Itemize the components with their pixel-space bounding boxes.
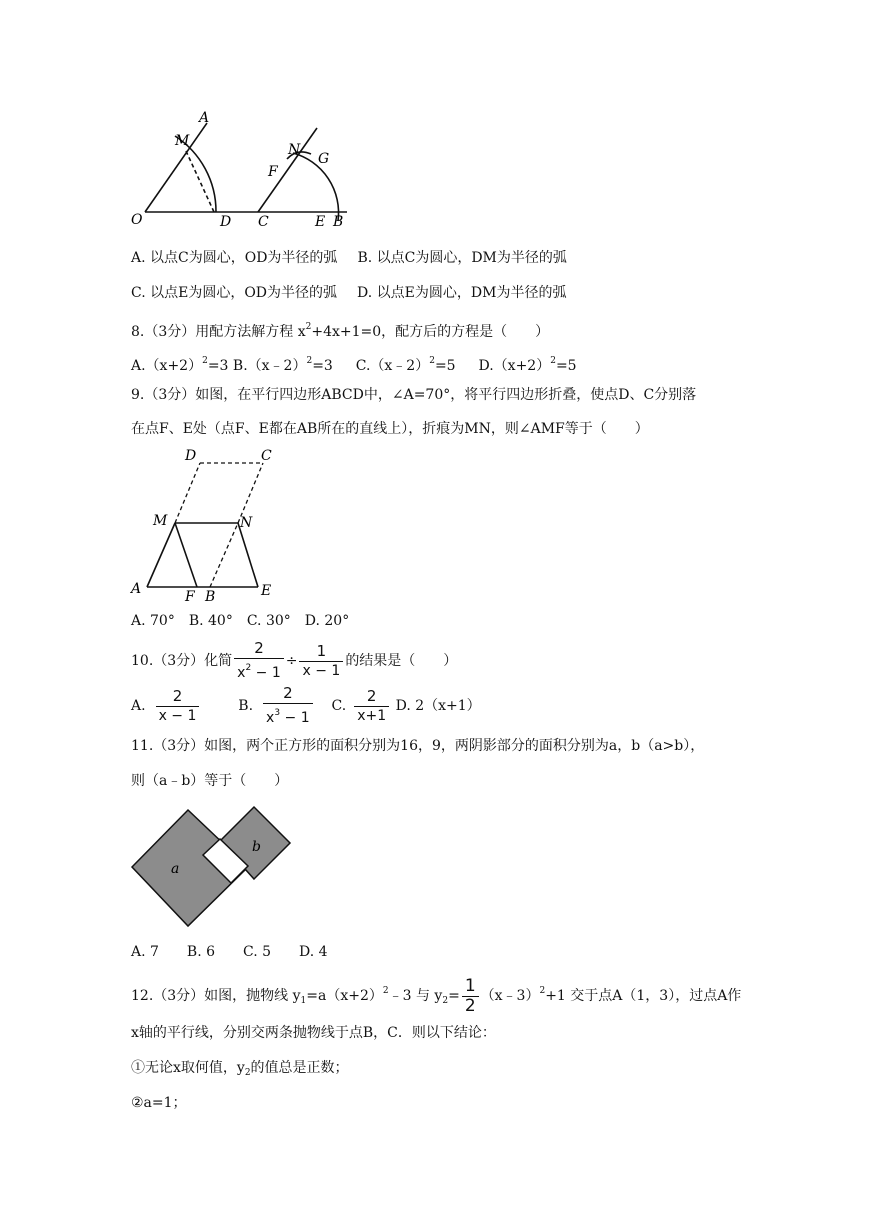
q12-stem-d: = xyxy=(448,988,460,1004)
q9-options[interactable]: A. 70° B. 40° C. 30° D. 20° xyxy=(131,613,350,629)
q11-stem-line2: 则（a﹣b）等于（ ） xyxy=(131,773,289,789)
q10-opt-b-den xyxy=(263,703,313,727)
q8-opt-a-rest: =3 xyxy=(207,358,229,374)
q8-opt-c-text: C.（x﹣2） xyxy=(355,358,430,374)
q8-opt-d-rest: =5 xyxy=(555,358,577,374)
q10-f1-den-x: x xyxy=(237,665,246,681)
q12-frac-den: 2 xyxy=(462,996,479,1015)
q7-label-C: C xyxy=(258,214,269,230)
q9-label-E: E xyxy=(261,583,272,599)
q10-stem xyxy=(131,640,457,682)
q12-c1-sub: 2 xyxy=(244,1068,251,1078)
q10-f2-num: 1 xyxy=(316,641,327,660)
q10-opt-b-den-x: x xyxy=(266,710,275,726)
q11-figure xyxy=(128,805,298,933)
q9-label-N: N xyxy=(240,515,253,531)
q8-opt-d-sup: 2 xyxy=(550,356,556,366)
q12-stem-line2: x轴的平行线，分别交两条抛物线于点B，C．则以下结论： xyxy=(131,1025,496,1041)
q12-fraction-half xyxy=(462,975,479,1016)
q7-options-row1 xyxy=(131,249,567,267)
q10-opt-a-label: A. xyxy=(131,698,146,714)
q10-f1-den-rest: − 1 xyxy=(251,665,281,681)
q7-label-E: E xyxy=(315,214,326,230)
q10-opt-b-label: B. xyxy=(238,698,254,714)
q9-stem-line2: 在点F、E处（点F、E都在AB所在的直线上），折痕为MN，则∠AMF等于（ ） xyxy=(131,421,649,437)
q8-options xyxy=(131,352,577,375)
q8-opt-b-text: B.（x﹣2） xyxy=(232,358,307,374)
q7-label-G: G xyxy=(318,151,330,167)
q12-c1-a: ①无论x取何值，y xyxy=(131,1060,245,1076)
q8-stem xyxy=(131,318,549,341)
q10-opt-b-num: 2 xyxy=(283,684,293,702)
q8-opt-d-text: D.（x+2） xyxy=(478,358,551,374)
q10-divide-sign: ÷ xyxy=(285,653,298,669)
q10-opt-c-frac xyxy=(354,688,389,725)
q10-option-a[interactable] xyxy=(131,686,201,724)
q12-sup1: 2 xyxy=(382,986,389,996)
q11-label-a: a xyxy=(171,861,180,877)
q7-label-O: O xyxy=(131,212,143,228)
q10-opt-c-den: x+1 xyxy=(354,706,389,725)
q10-opt-b-den-rest: − 1 xyxy=(280,710,310,726)
q12-stem-b: =a（x+2） xyxy=(306,988,383,1004)
q8-stem-sup: 2 xyxy=(305,322,312,332)
q9-label-A: A xyxy=(131,581,142,597)
q10-fraction-2 xyxy=(299,643,343,680)
q10-opt-a-num: 2 xyxy=(172,686,183,705)
q7-option-a[interactable]: A. 以点C为圆心，OD为半径的弧 xyxy=(131,250,338,266)
q11-options[interactable]: A. 7 B. 6 C. 5 D. 4 xyxy=(131,944,328,960)
q10-f1-num: 2 xyxy=(254,639,264,657)
q8-opt-a-text: A.（x+2） xyxy=(131,358,203,374)
q12-stem-c: ﹣3 与 y xyxy=(388,988,443,1004)
q8-opt-b-sup: 2 xyxy=(306,356,313,366)
q12-frac-num: 1 xyxy=(464,975,476,996)
q9-stem-line1: 9.（3分）如图，在平行四边形ABCD中，∠A=70°，将平行四边形折叠，使点D、C分别落 xyxy=(131,387,697,403)
q11-stem-line1: 11.（3分）如图，两个正方形的面积分别为16，9，两阴影部分的面积分别为a，b（a>b）， xyxy=(131,738,705,754)
q10-option-b[interactable] xyxy=(238,684,314,726)
q10-opt-b-den-sup: 3 xyxy=(274,708,281,718)
q8-stem-b: +4x+1=0，配方后的方程是（ ） xyxy=(311,324,550,340)
q12-sup2: 2 xyxy=(539,986,546,996)
q10-f1-den-sup: 2 xyxy=(245,663,252,673)
q10-opt-c-num: 2 xyxy=(366,686,377,705)
q12-stem-a: 12.（3分）如图，抛物线 y xyxy=(131,988,301,1004)
q12-conclusion-2: ②a=1； xyxy=(131,1095,187,1111)
q10-stem-a: 10.（3分）化简 xyxy=(131,653,233,669)
q9-label-B: B xyxy=(205,589,216,605)
q12-conclusion-1 xyxy=(131,1059,349,1082)
q7-label-B: B xyxy=(333,214,344,230)
q9-label-D: D xyxy=(185,448,197,464)
q10-opt-c-label: C. xyxy=(331,698,347,714)
q7-option-b[interactable]: B. 以点C为圆心，DM为半径的弧 xyxy=(357,250,567,266)
q7-label-D: D xyxy=(220,214,232,230)
q9-label-M: M xyxy=(153,513,168,529)
q7-label-A: A xyxy=(199,110,210,126)
q7-option-c[interactable]: C. 以点E为圆心，OD为半径的弧 xyxy=(131,285,338,301)
q12-stem-f: +1 交于点A（1，3），过点A作 xyxy=(545,988,742,1004)
q8-option-b[interactable] xyxy=(233,358,333,374)
q8-stem-a: 8.（3分）用配方法解方程 x xyxy=(131,324,306,340)
q10-f2-den: x − 1 xyxy=(299,661,343,680)
q8-opt-c-sup: 2 xyxy=(429,356,435,366)
q10-opt-a-frac xyxy=(156,688,200,725)
q10-option-d[interactable]: D. 2（x+1） xyxy=(395,698,481,714)
q7-label-N: N xyxy=(288,142,301,158)
q10-option-c[interactable] xyxy=(331,686,392,724)
q10-stem-b: 的结果是（ ） xyxy=(345,653,458,669)
q8-option-c[interactable] xyxy=(356,358,456,374)
q7-label-F: F xyxy=(268,164,278,180)
q9-label-C: C xyxy=(261,448,272,464)
q10-f1-den xyxy=(234,658,284,682)
q7-label-M: M xyxy=(175,133,190,149)
q10-fraction-1 xyxy=(234,640,284,682)
q7-figure xyxy=(125,108,355,233)
q7-options-row2 xyxy=(131,284,566,302)
q8-opt-c-rest: =5 xyxy=(434,358,456,374)
q8-option-a[interactable] xyxy=(131,358,228,374)
q12-stem-line1 xyxy=(131,972,741,1020)
q8-option-d[interactable] xyxy=(479,358,577,374)
q9-figure xyxy=(125,445,285,605)
q10-opt-b-frac xyxy=(263,685,313,727)
q12-sub1: 1 xyxy=(300,996,307,1006)
q10-opt-a-den: x − 1 xyxy=(156,706,200,725)
q12-c1-b: 的值总是正数； xyxy=(250,1060,349,1076)
q10-options xyxy=(131,685,481,727)
q12-stem-e: （x﹣3） xyxy=(480,988,540,1004)
q11-label-b: b xyxy=(252,839,261,855)
q8-opt-b-rest: =3 xyxy=(312,358,333,374)
q9-label-F: F xyxy=(185,589,195,605)
q12-sub2: 2 xyxy=(442,996,449,1006)
q7-option-d[interactable]: D. 以点E为圆心，DM为半径的弧 xyxy=(357,285,567,301)
q8-opt-a-sup: 2 xyxy=(202,356,208,366)
